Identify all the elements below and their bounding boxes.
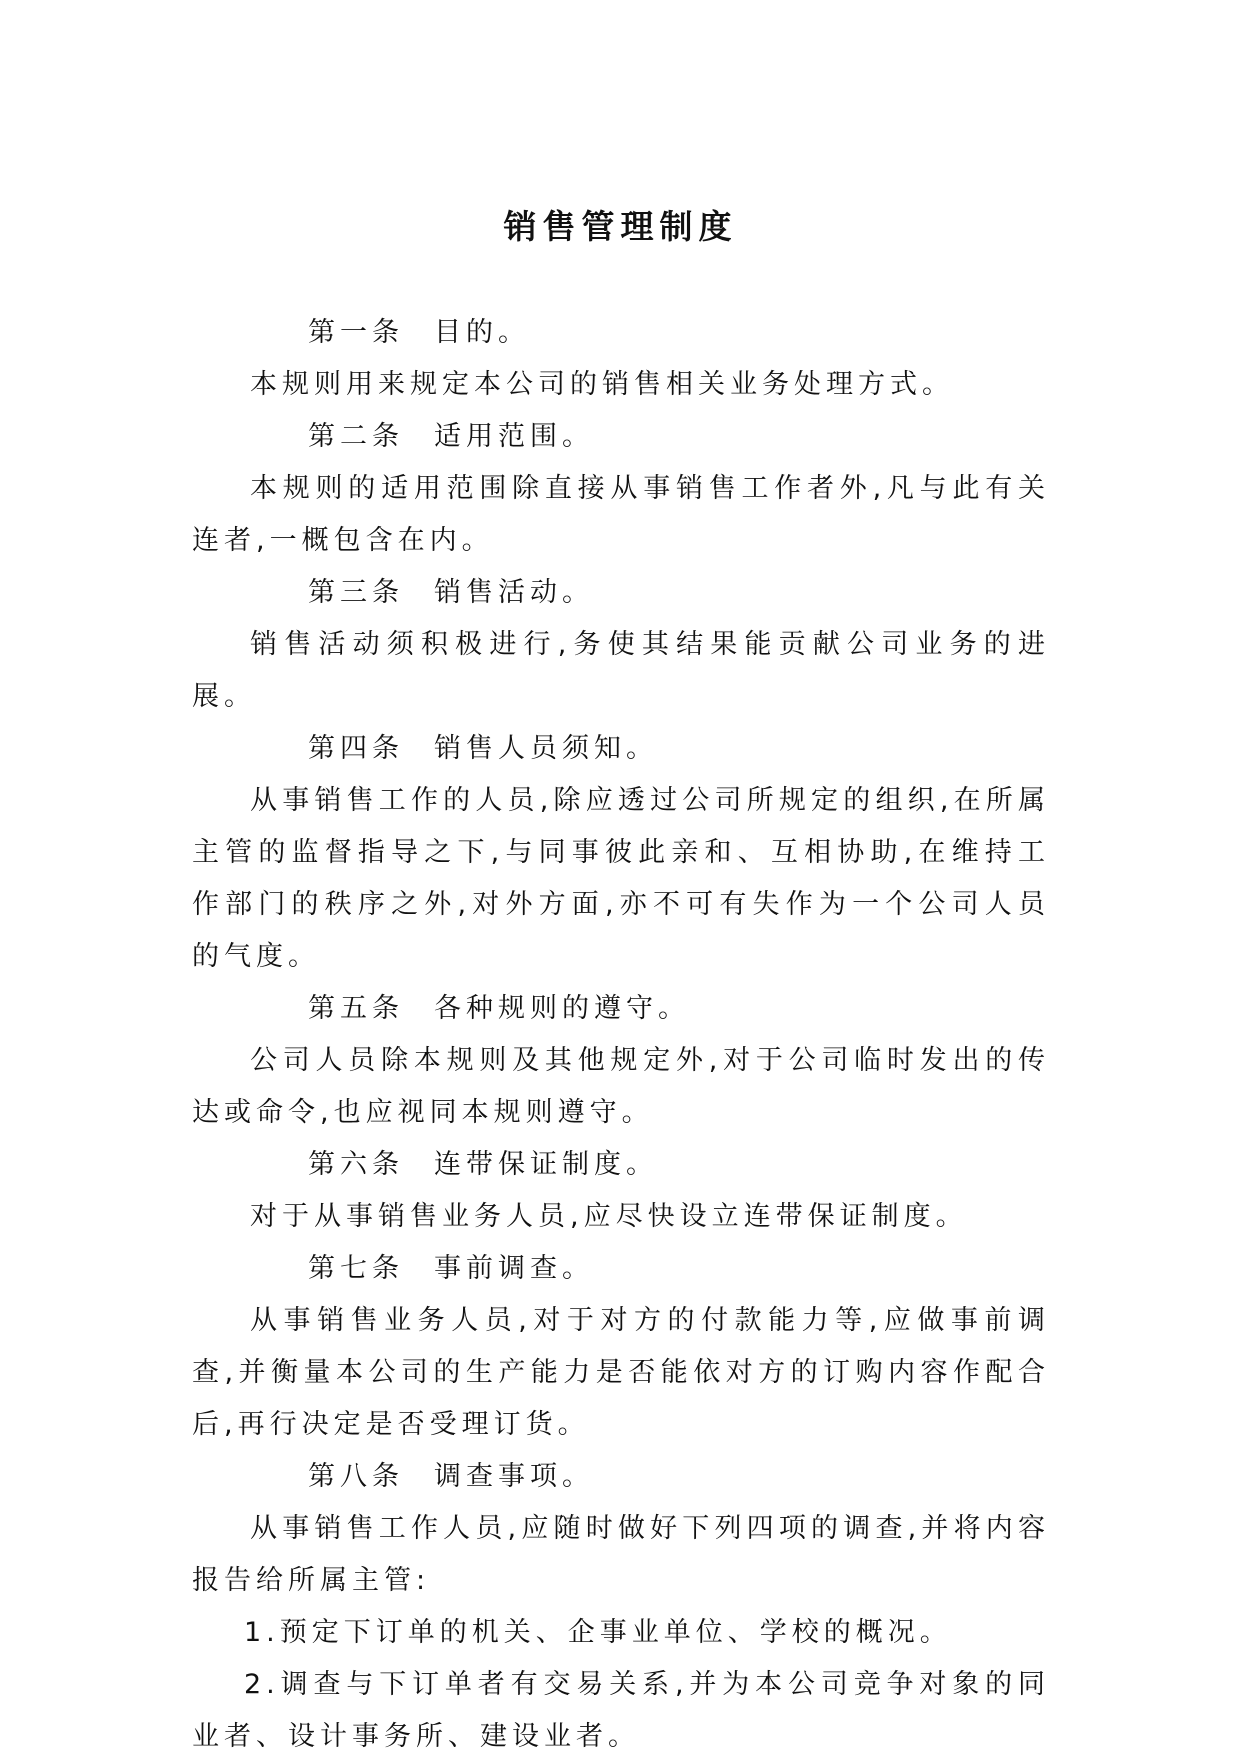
- article-number: 第六条: [308, 1149, 404, 1180]
- article-heading: [192, 1139, 1050, 1191]
- article-text: 对于从事销售业务人员,应尽快设立连带保证制度。: [250, 1201, 968, 1232]
- article-title: 连带保证制度。: [434, 1149, 658, 1180]
- article-heading: [192, 307, 1050, 359]
- article-number: 第二条: [308, 421, 404, 452]
- article-text: 公司人员除本规则及其他规定外,对于公司临时发出的传达或命令,也应视同本规则遵守。: [192, 1045, 1050, 1128]
- article-title: 适用范围。: [434, 421, 594, 452]
- article-heading: [192, 723, 1050, 775]
- article-title: 调查事项。: [434, 1461, 594, 1492]
- article-heading: [192, 983, 1050, 1035]
- article-text: 从事销售工作的人员,除应透过公司所规定的组织,在所属主管的监督指导之下,与同事彼此亲和、互相协助,在维持工作部门的秩序之外,对外方面,亦不可有失作为一个公司人员的气度。: [192, 785, 1050, 972]
- list-item: 2.调查与下订单者有交易关系,并为本公司竞争对象的同业者、设计事务所、建设业者。: [192, 1669, 1050, 1752]
- article-heading: [192, 1243, 1050, 1295]
- article-number: 第七条: [308, 1253, 404, 1284]
- article-title: 销售人员须知。: [434, 733, 658, 764]
- document-title: 销售管理制度: [503, 207, 738, 246]
- article-title: 事前调查。: [434, 1253, 594, 1284]
- article-heading: [192, 567, 1050, 619]
- article-heading: [192, 411, 1050, 463]
- list-item: 1.预定下订单的机关、企事业单位、学校的概况。: [244, 1617, 952, 1648]
- article-title: 各种规则的遵守。: [434, 993, 690, 1024]
- article-number: 第八条: [308, 1461, 404, 1492]
- article-text: 本规则用来规定本公司的销售相关业务处理方式。: [250, 369, 954, 400]
- article-text: 从事销售业务人员,对于对方的付款能力等,应做事前调查,并衡量本公司的生产能力是否能依对方的订购内容作配合后,再行决定是否受理订货。: [192, 1305, 1050, 1440]
- article-text: 销售活动须积极进行,务使其结果能贡献公司业务的进展。: [192, 629, 1050, 712]
- article-number: 第一条: [308, 317, 404, 348]
- article-number: 第五条: [308, 993, 404, 1024]
- article-number: 第三条: [308, 577, 404, 608]
- document-body: [192, 307, 1050, 1763]
- article-number: 第四条: [308, 733, 404, 764]
- article-title: 销售活动。: [434, 577, 594, 608]
- article-text: 本规则的适用范围除直接从事销售工作者外,凡与此有关连者,一概包含在内。: [192, 473, 1050, 556]
- article-title: 目的。: [434, 317, 530, 348]
- article-text: 从事销售工作人员,应随时做好下列四项的调查,并将内容报告给所属主管:: [192, 1513, 1050, 1596]
- article-heading: [192, 1451, 1050, 1503]
